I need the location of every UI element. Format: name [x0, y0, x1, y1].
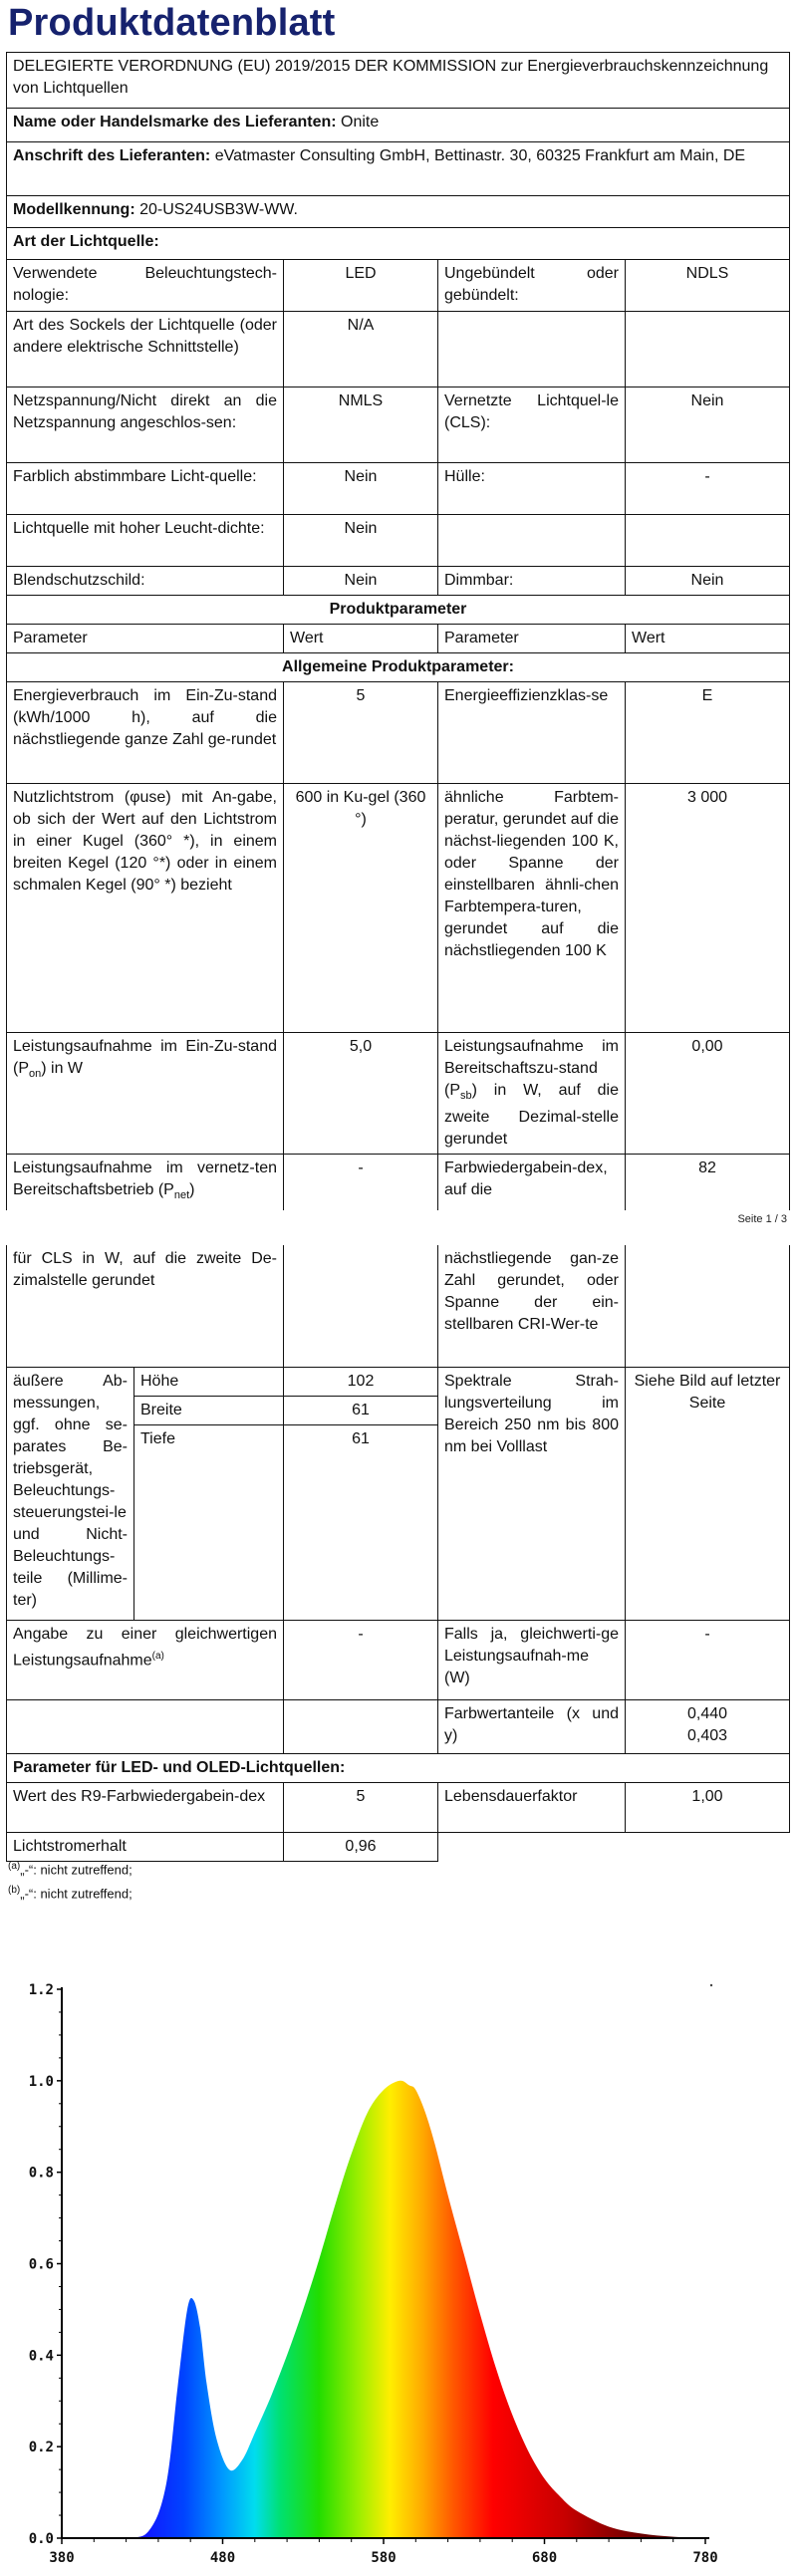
equivalent-power-value: -: [284, 1620, 438, 1699]
lumen-maintenance-label: Lichtstromerhalt: [7, 1832, 284, 1861]
stray-dot-mark: [710, 1984, 712, 1986]
r9-value: 5: [284, 1782, 438, 1832]
y-tick-label: 0.8: [28, 2165, 54, 2182]
tech-value: LED: [284, 260, 438, 312]
depth-label: Tiefe: [134, 1424, 284, 1620]
energy-on-label: Energieverbrauch im Ein-Zu-stand (kWh/1000 h), auf die nächstliegende ganze Zahl ge-rundet: [7, 682, 284, 784]
mains-label: Netzspannung/Nicht direkt an die Netzspannung angeschlos-sen:: [7, 387, 284, 463]
width-label: Breite: [134, 1396, 284, 1424]
page-title: Produktdatenblatt: [8, 2, 336, 44]
datasheet-table-page-2: [6, 1245, 790, 1862]
cri-value: 82: [626, 1155, 790, 1210]
y-tick-label: 0.6: [28, 2256, 54, 2273]
col-header-param-2: Parameter: [438, 625, 626, 653]
spectrum-chart: [0, 1977, 797, 2576]
cls-value: Nein: [626, 387, 790, 463]
dimmable-value: Nein: [626, 567, 790, 596]
footnote-a: $^{(a)}$„-“: nicht zutreffend;: [8, 1861, 133, 1878]
chromaticity-value: 0,440 0,403: [626, 1699, 790, 1753]
mains-value: NMLS: [284, 387, 438, 463]
bundled-label: Ungebündelt oder gebündelt:: [438, 260, 626, 312]
cri-label: Farbwiedergabein-dex, auf die: [438, 1155, 626, 1210]
col-header-value-2: Wert: [626, 625, 790, 653]
tunable-label: Farblich abstimmbare Licht-quelle:: [7, 463, 284, 515]
cls-label: Vernetzte Lichtquel-le (CLS):: [438, 387, 626, 463]
supplier-row: Name oder Handelsmarke des Lieferanten: Onite: [7, 109, 790, 142]
socket-value: N/A: [284, 312, 438, 387]
efficiency-class-label: Energieeffizienzklas-se: [438, 682, 626, 784]
cri-label-cont: nächstliegende gan-ze Zahl gerundet, oder Spanne der ein-stellbaren CRI-Wer-te: [438, 1245, 626, 1367]
useful-flux-value: 600 in Ku-gel (360 °): [284, 784, 438, 1033]
lumen-maintenance-value: 0,96: [284, 1832, 438, 1861]
address-row: Anschrift des Lieferanten: eVatmaster Consulting GmbH, Bettinastr. 30, 60325 Frankfurt am Main, DE: [7, 142, 790, 196]
cct-value: 3 000: [626, 784, 790, 1033]
x-tick-label: 680: [531, 2550, 558, 2566]
col-header-param-1: Parameter: [7, 625, 284, 653]
equivalent-power-if-label: Falls ja, gleichwerti-ge Leistungsaufnah-me (W): [438, 1620, 626, 1699]
footnote-b: $^{(b)}$„-“: nicht zutreffend;: [8, 1885, 133, 1902]
general-params-heading: Allgemeine Produktparameter:: [7, 653, 790, 682]
y-tick-label: 1.2: [28, 1982, 54, 1998]
chromaticity-label: Farbwertanteile (x und y): [438, 1699, 626, 1753]
socket-label: Art des Sockels der Lichtquelle (oder andere elektrische Schnittstelle): [7, 312, 284, 387]
high-luminance-value: Nein: [284, 515, 438, 567]
dimensions-label: äußere Ab-messungen, ggf. ohne se-parates Be-triebsgerät, Beleuchtungs-steuerungstei-le und Nicht-Beleuchtungs-teile (Millime-ter): [7, 1367, 134, 1620]
r9-label: Wert des R9-Farbwiedergabein-dex: [7, 1782, 284, 1832]
envelope-value: -: [626, 463, 790, 515]
y-tick-label: 0.0: [28, 2531, 54, 2547]
x-tick-label: 580: [371, 2550, 397, 2566]
power-standby-label: Leistungsaufnahme im Bereitschaftszu-stand $(P_{sb})$ in W, auf die zweite Dezimal-stelle gerundet: [438, 1033, 626, 1155]
power-standby-value: 0,00: [626, 1033, 790, 1155]
envelope-label: Hülle:: [438, 463, 626, 515]
col-header-value-1: Wert: [284, 625, 438, 653]
efficiency-class-value: E: [626, 682, 790, 784]
high-luminance-label: Lichtquelle mit hoher Leucht-dichte:: [7, 515, 284, 567]
height-label: Höhe: [134, 1367, 284, 1396]
x-tick-label: 480: [209, 2550, 236, 2566]
datasheet-table-page-1: [6, 52, 790, 1210]
power-networked-value: -: [284, 1155, 438, 1210]
x-tick-label: 380: [49, 2550, 75, 2566]
led-params-heading: Parameter für LED- und OLED-Lichtquellen:: [7, 1753, 790, 1782]
x-tick-label: 780: [692, 2550, 718, 2566]
tech-label: Verwendete Beleuchtungstech-nologie:: [7, 260, 284, 312]
tunable-value: Nein: [284, 463, 438, 515]
useful-flux-label: Nutzlichtstrom (φuse) mit An-gabe, ob sich der Wert auf den Lichtstrom in einer Kugel (360° *), in einem breiten Kegel (120 °*) oder in einem schmalen Kegel (90° *) bezieht: [7, 784, 284, 1033]
power-on-label: Leistungsaufnahme im Ein-Zu-stand $(P_{on})$ in W: [7, 1033, 284, 1155]
power-networked-label-cont: für CLS in W, auf die zweite De-zimalstelle gerundet: [7, 1245, 284, 1367]
bundled-value: NDLS: [626, 260, 790, 312]
y-tick-label: 0.2: [28, 2440, 54, 2456]
y-tick-label: 0.4: [28, 2348, 54, 2365]
dimmable-label: Dimmbar:: [438, 567, 626, 596]
glare-shield-value: Nein: [284, 567, 438, 596]
product-params-heading: Produktparameter: [7, 596, 790, 625]
power-networked-label: Leistungsaufnahme im vernetz-ten Bereitschaftsbetrieb $(P_{net})$: [7, 1155, 284, 1210]
equivalent-power-if-value: -: [626, 1620, 790, 1699]
survival-factor-label: Lebensdauerfaktor: [438, 1782, 626, 1832]
cct-label: ähnliche Farbtem-peratur, gerundet auf die nächst-liegenden 100 K, oder Spanne der einstellbaren ähnli-chen Farbtempera-turen, gerundet auf die nächstliegenden 100 K: [438, 784, 626, 1033]
regulation-text: DELEGIERTE VERORDNUNG (EU) 2019/2015 DER KOMMISSION zur Energieverbrauchskennzeichnung von Lichtquellen: [7, 53, 790, 109]
depth-value: 61: [284, 1424, 438, 1620]
spectrum-area: [62, 2081, 705, 2538]
survival-factor-value: 1,00: [626, 1782, 790, 1832]
spectral-label: Spektrale Strah-lungsverteilung im Bereich 250 nm bis 800 nm bei Volllast: [438, 1367, 626, 1620]
page-number: Seite 1 / 3: [737, 1213, 787, 1225]
spectral-value: Siehe Bild auf letzter Seite: [626, 1367, 790, 1620]
height-value: 102: [284, 1367, 438, 1396]
width-value: 61: [284, 1396, 438, 1424]
glare-shield-label: Blendschutzschild:: [7, 567, 284, 596]
equivalent-power-label: Angabe zu einer gleichwertigen Leistungsaufnahme$^{(a)}$: [7, 1620, 284, 1699]
light-source-type-heading: Art der Lichtquelle:: [7, 228, 790, 260]
power-on-value: 5,0: [284, 1033, 438, 1155]
energy-on-value: 5: [284, 682, 438, 784]
model-row: Modellkennung: 20-US24USB3W-WW.: [7, 196, 790, 228]
y-tick-label: 1.0: [28, 2073, 54, 2090]
